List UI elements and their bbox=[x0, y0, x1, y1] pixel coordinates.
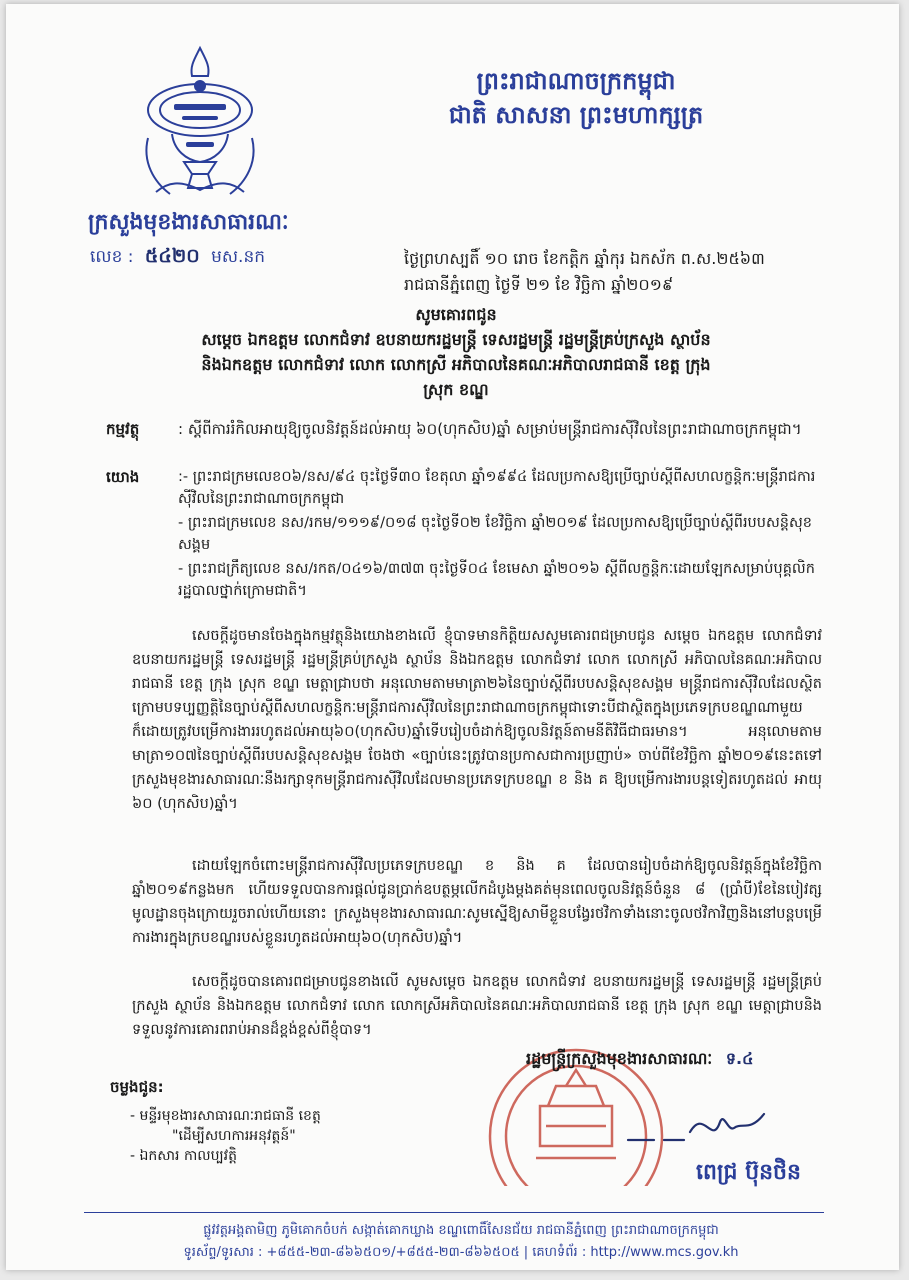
ministry-name: ក្រសួងមុខងារសាធារណៈ bbox=[88, 210, 289, 235]
ref-label: លេខ : bbox=[90, 247, 134, 267]
salutation-line-1: សូមគោរពជូន bbox=[415, 305, 497, 324]
ref-number: ៥៤២០ bbox=[144, 245, 200, 267]
body-paragraph-2: ដោយឡែកចំពោះមន្ត្រីរាជការស៊ីវិលប្រភេទក្របខណ្ឌ ខ និង គ ដែលបានរៀបចំដាក់ឱ្យចូលនិវត្តន៍ក្នុងខែវិច្ឆិកា ឆ្នាំ២០១៩កន្លងមក ហើយទទួលបានការផ្តល់ជូនប្រាក់ឧបត្ថម្ភលើកដំបូងម្តងគត់មុនពេលចូលនិវត្តន៍ចំនួន ៨ (ប្រាំបី)ខែនៃបៀវត្សមូលដ្ឋានចុងក្រោយរួចរាល់ហើយនោះ ក្រសួងមុខងារសាធារណៈសូមស្នើឱ្យសាមីខ្លួនបង្វែរថវិកាទាំងនោះចូលថវិកាវិញនិងនៅបន្តបម្រើការងារក្នុងក្របខណ្ឌរបស់ខ្លួនរហូតដល់អាយុ៦០(ហុកសិប)ឆ្នាំ។ bbox=[132, 858, 822, 946]
salutation-line-3: និងឯកឧត្តម លោកជំទាវ លោក លោកស្រី អភិបាលនៃគណៈអភិបាលរាជធានី ខេត្ត ក្រុង bbox=[201, 355, 711, 374]
salutation-line-2: សម្តេច ឯកឧត្តម លោកជំទាវ ឧបនាយករដ្ឋមន្ត្រី ទេសរដ្ឋមន្ត្រី រដ្ឋមន្ត្រីគ្រប់ក្រសួង ស្ថាប័ន bbox=[201, 330, 711, 349]
reference-item-3: - ព្រះរាជក្រឹត្យលេខ នស/រកត/០៤១៦/៣៧៣ ចុះថ្ងៃទី០៤ ខែមេសា ឆ្នាំ២០១៦ ស្តីពីលក្ខន្តិកៈដោយឡែកសម្រាប់បុគ្គលិករដ្ឋបាលថ្នាក់ក្រោមជាតិ។ bbox=[178, 561, 815, 599]
body-paragraph-1: សេចក្តីដូចមានចែងក្នុងកម្មវត្ថុនិងយោងខាងលើ ខ្ញុំបាទមានកិត្តិយសសូមគោរពជម្រាបជូន សម្តេច ឯកឧត្តម លោកជំទាវ ឧបនាយករដ្ឋមន្ត្រី ទេសរដ្ឋមន្ត្រី រដ្ឋមន្ត្រីគ្រប់ក្រសួង ស្ថាប័ន និងឯកឧត្តម លោកជំទាវ លោក លោកស្រី អភិបាលនៃគណៈអភិបាលរាជធានី ខេត្ត ក្រុង ស្រុក ខណ្ឌ មេត្តាជ្រាបថា អនុលោមតាមមាត្រា២៦នៃច្បាប់ស្តីពីរបបសន្តិសុខសង្គម មន្ត្រីរាជការស៊ីវិលដែលស្ថិតក្រោមបទប្បញ្ញត្តិនៃច្បាប់ស្តីពីសហលក្ខន្តិកៈមន្ត្រីរាជការស៊ីវិលនៃព្រះរាជាណាចក្រកម្ពុជាទោះបីជាស្ថិតក្នុងប្រភេទក្របខណ្ឌណាមួយក៏ដោយត្រូវបម្រើការងាររហូតដល់អាយុ៦០(ហុកសិប)ឆ្នាំទើបរៀបចំដាក់ឱ្យចូលនិវត្តន៍តាមនីតិវិធីជាធរមាន។ អនុលោមតាមមាត្រា១០៧នៃច្បាប់ស្តីពីរបបសន្តិសុខសង្គម ចែងថា «ច្បាប់នេះត្រូវបានប្រកាសជាការប្រញាប់» ចាប់ពីខែវិច្ឆិកា ឆ្នាំ២០១៩នេះតទៅក្រសួងមុខងារសាធារណៈនឹងរក្សាទុកមន្ត្រីរាជការស៊ីវិលដែលមានប្រភេទក្របខណ្ឌ ខ និង គ ឱ្យបម្រើការងារបន្តទៀតរហូតដល់ អាយុ ៦០ (ហុកសិប)ឆ្នាំ។ bbox=[132, 628, 822, 812]
signature-scribble-icon bbox=[624, 1102, 784, 1150]
royal-emblem-icon bbox=[134, 42, 266, 207]
signatory-name: ពេជ្រ ប៊ុនថិន bbox=[696, 1160, 801, 1185]
kingdom-line-1: ព្រះរាជាណាចក្រកម្ពុជា bbox=[476, 67, 676, 95]
signatory-position: រដ្ឋមន្ត្រីក្រសួងមុខងារសាធារណៈ bbox=[526, 1049, 713, 1068]
subject-label: កម្មវត្ថុ bbox=[106, 420, 140, 438]
kingdom-line-2: ជាតិ សាសនា ព្រះមហាក្សត្រ bbox=[448, 101, 704, 129]
footer-address: ផ្លូវវត្តអង្គតាមិញ ភូមិគោកចំបក់ សង្កាត់គោកឃ្លាង ខណ្ឌពោធិ៍សែនជ័យ រាជធានីភ្នំពេញ ព្រះរាជាណាចក្រកម្ពុជា bbox=[203, 1223, 719, 1238]
footer-divider bbox=[84, 1212, 824, 1213]
copy-to-title: ចម្លងជូន: bbox=[110, 1078, 164, 1096]
handwritten-note: ទ.៤ bbox=[725, 1049, 754, 1068]
date-block bbox=[404, 246, 765, 298]
reference-label: យោង bbox=[106, 468, 140, 486]
copy-to-item-2: "ដើម្បីសហការអនុវត្តន៍" bbox=[172, 1128, 296, 1144]
kingdom-header bbox=[426, 64, 726, 132]
reference-item-1: :- ព្រះរាជក្រមលេខ០៦/នស/៩៤ ចុះថ្ងៃទី៣០ ខែតុលា ឆ្នាំ១៩៩៤ ដែលប្រកាសឱ្យប្រើច្បាប់ស្តីពីសហលក្ខន្តិកៈមន្ត្រីរាជការស៊ីវិលនៃព្រះរាជាណាចក្រកម្ពុជា bbox=[178, 469, 816, 507]
reference-number bbox=[90, 244, 265, 272]
copy-to-item-3: - ឯកសារ កាលប្បវត្តិ bbox=[130, 1148, 237, 1164]
salutation-line-4: ស្រុក ខណ្ឌ bbox=[423, 380, 489, 399]
copy-to-item-1: - មន្ទីរមុខងារសាធារណៈរាជធានី ខេត្ត bbox=[130, 1108, 321, 1124]
reference-item-2: - ព្រះរាជក្រមលេខ នស/រកម/១១១៩/០១៨ ចុះថ្ងៃទី០២ ខែវិច្ឆិកា ឆ្នាំ២០១៩ ដែលប្រកាសឱ្យប្រើច្បាប់ស្តីពីរបបសន្តិសុខសង្គម bbox=[178, 515, 812, 553]
salutation bbox=[66, 302, 846, 402]
subject-text: : ស្តីពីការរំកិលអាយុឱ្យចូលនិវត្តន៍ដល់អាយុ ៦០(ហុកសិប)ឆ្នាំ សម្រាប់មន្ត្រីរាជការស៊ីវិលនៃព្រះរាជាណាចក្រកម្ពុជា។ bbox=[178, 420, 802, 438]
ref-code: មស.នក bbox=[211, 247, 266, 267]
lunar-date: ថ្ងៃព្រហស្បតិ៍ ១០ រោច ខែកត្តិក ឆ្នាំកុរ ឯកស័ក ព.ស.២៥៦៣ bbox=[404, 249, 765, 268]
footer-contact: ទូរស័ព្ទ/ទូរសារ : +៨៥៥-២៣-៨៦៦៥០១/+៨៥៥-២៣-៨៦៦៥០៥ | គេហទំព័រ : http://www.mcs.gov.kh bbox=[183, 1245, 739, 1260]
signature-title bbox=[526, 1048, 753, 1072]
body-paragraph-3: សេចក្តីដូចបានគោរពជម្រាបជូនខាងលើ សូមសម្តេច ឯកឧត្តម លោកជំទាវ ឧបនាយករដ្ឋមន្ត្រី ទេសរដ្ឋមន្ត្រី រដ្ឋមន្ត្រីគ្រប់ក្រសួង ស្ថាប័ន និងឯកឧត្តម លោកជំទាវ លោក លោកស្រីអភិបាលនៃគណៈអភិបាលរាជធានី ខេត្ត ក្រុង ស្រុក ខណ្ឌ មេត្តាជ្រាបនិងទទួលនូវការគោរពរាប់អានដ៏ខ្ពង់ខ្ពស់ពីខ្ញុំបាទ។ bbox=[132, 974, 822, 1038]
subject-row bbox=[106, 418, 826, 440]
document-page bbox=[6, 4, 899, 1270]
city-date: រាជធានីភ្នំពេញ ថ្ងៃទី ២១ ខែ វិច្ឆិកា ឆ្នាំ២០១៩ bbox=[404, 275, 674, 294]
